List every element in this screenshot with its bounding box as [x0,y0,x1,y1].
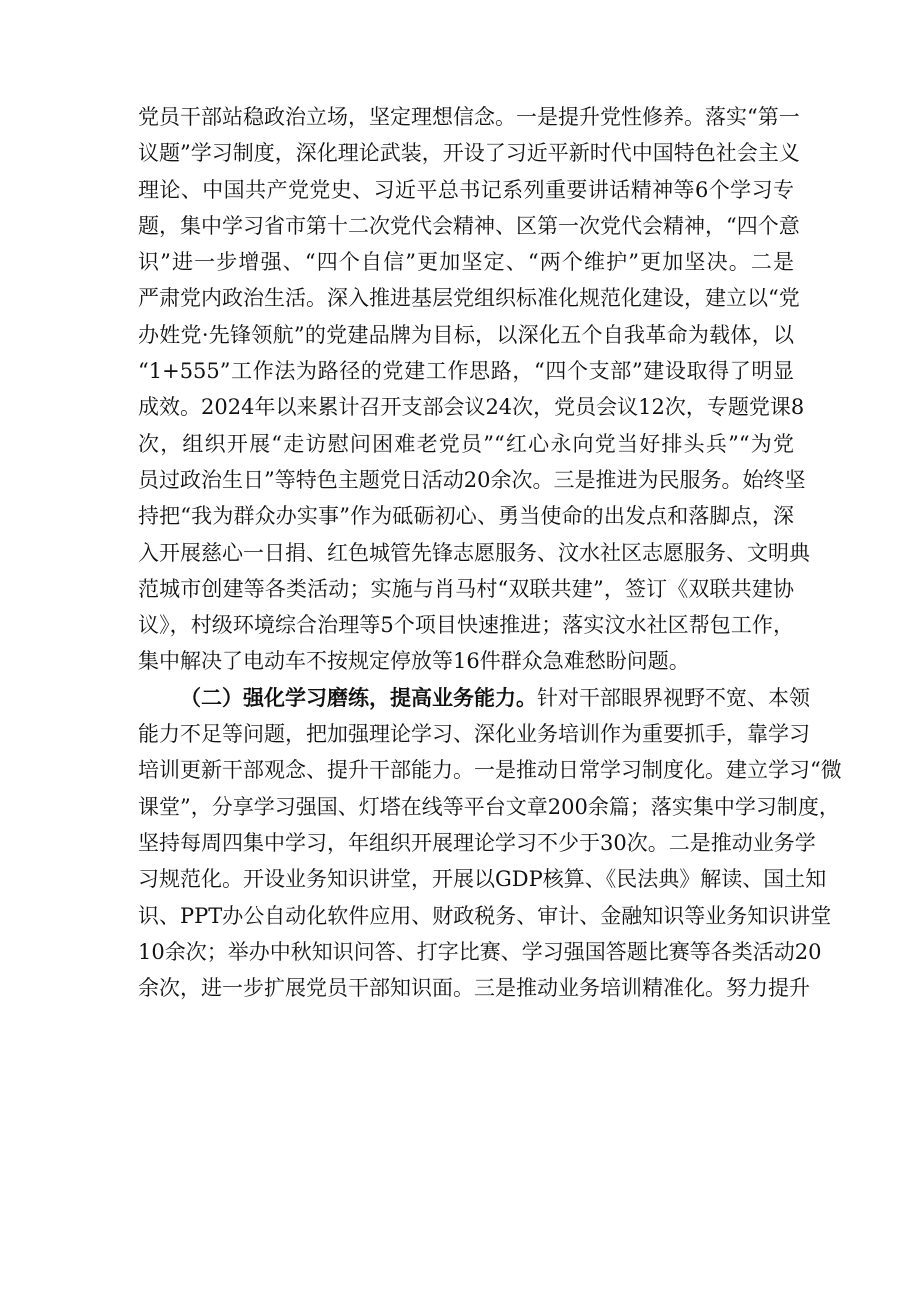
text-line: 成效。2024年以来累计召开支部会议24次，党员会议12次，专题党课8 [138,395,805,420]
text-line: 课堂”，分享学习强国、灯塔在线等平台文章200余篇；落实集中学习制度， [138,794,840,819]
paragraph-party-building [138,99,810,680]
text-line: 能力不足等问题，把加强理论学习、深化业务培训作为重要抓手，靠学习 [138,722,810,747]
text-line: 严肃党内政治生活。深入推进基层党组织标准化规范化建设，建立以“党 [138,286,800,311]
text-line: 议题”学习制度，深化理论武装，开设了习近平新时代中国特色社会主义 [138,141,800,166]
text-line: 习规范化。开设业务知识讲堂，开展以GDP核算、《民法典》解读、国土知 [138,867,827,892]
text-line: 范城市创建等各类活动；实施与肖马村“双联共建”，签订《双联共建协 [138,576,794,601]
text-line [138,680,810,716]
text-line: 办姓党·先锋领航”的党建品牌为目标，以深化五个自我革命为载体，以 [138,322,794,347]
text-run: 针对干部眼界视野不宽、本领 [537,685,810,710]
text-line: 议》，村级环境综合治理等5个项目快速推进；落实汶水社区帮包工作， [138,613,794,638]
text-line: 集中解决了电动车不按规定停放等16件群众急难愁盼问题。 [138,649,690,674]
text-line: 识、PPT办公自动化软件应用、财政税务、审计、金融知识等业务知识讲堂 [138,903,832,928]
text-line: “1+555”工作法为路径的党建工作思路，“四个支部”建设取得了明显 [138,359,794,384]
text-line: 次，组织开展“走访慰问困难老党员”“红心永向党当好排头兵”“为党 [138,431,794,456]
paragraph-learning [138,680,842,1007]
document-body [138,99,842,1006]
text-line: 入开展慈心一日捐、红色城管先锋志愿服务、汶水社区志愿服务、文明典 [138,540,810,565]
text-line: 员过政治生日”等特色主题党日活动20余次。三是推进为民服务。始终坚 [138,467,806,492]
text-line: 10余次；举办中秋知识问答、打字比赛、学习强国答题比赛等各类活动20 [138,939,822,964]
text-line: 识”进一步增强、“四个自信”更加坚定、“两个维护”更加坚决。二是 [138,250,794,275]
section-heading: （二）强化学习磨练，提高业务能力。 [180,684,537,710]
text-line: 培训更新干部观念、提升干部能力。一是推动日常学习制度化。建立学习“微 [138,758,842,783]
text-line: 题，集中学习省市第十二次党代会精神、区第一次党代会精神，“四个意 [138,213,800,238]
text-line: 坚持每周四集中学习，年组织开展理论学习不少于30次。二是推动业务学 [138,830,816,855]
text-line: 余次，进一步扩展党员干部知识面。三是推动业务培训精准化。努力提升 [138,976,810,1001]
text-line: 理论、中国共产党党史、习近平总书记系列重要讲话精神等6个学习专 [138,177,794,202]
text-line: 持把“我为群众办实事”作为砥砺初心、勇当使命的出发点和落脚点，深 [138,504,794,529]
text-line: 党员干部站稳政治立场，坚定理想信念。一是提升党性修养。落实“第一 [138,105,800,129]
